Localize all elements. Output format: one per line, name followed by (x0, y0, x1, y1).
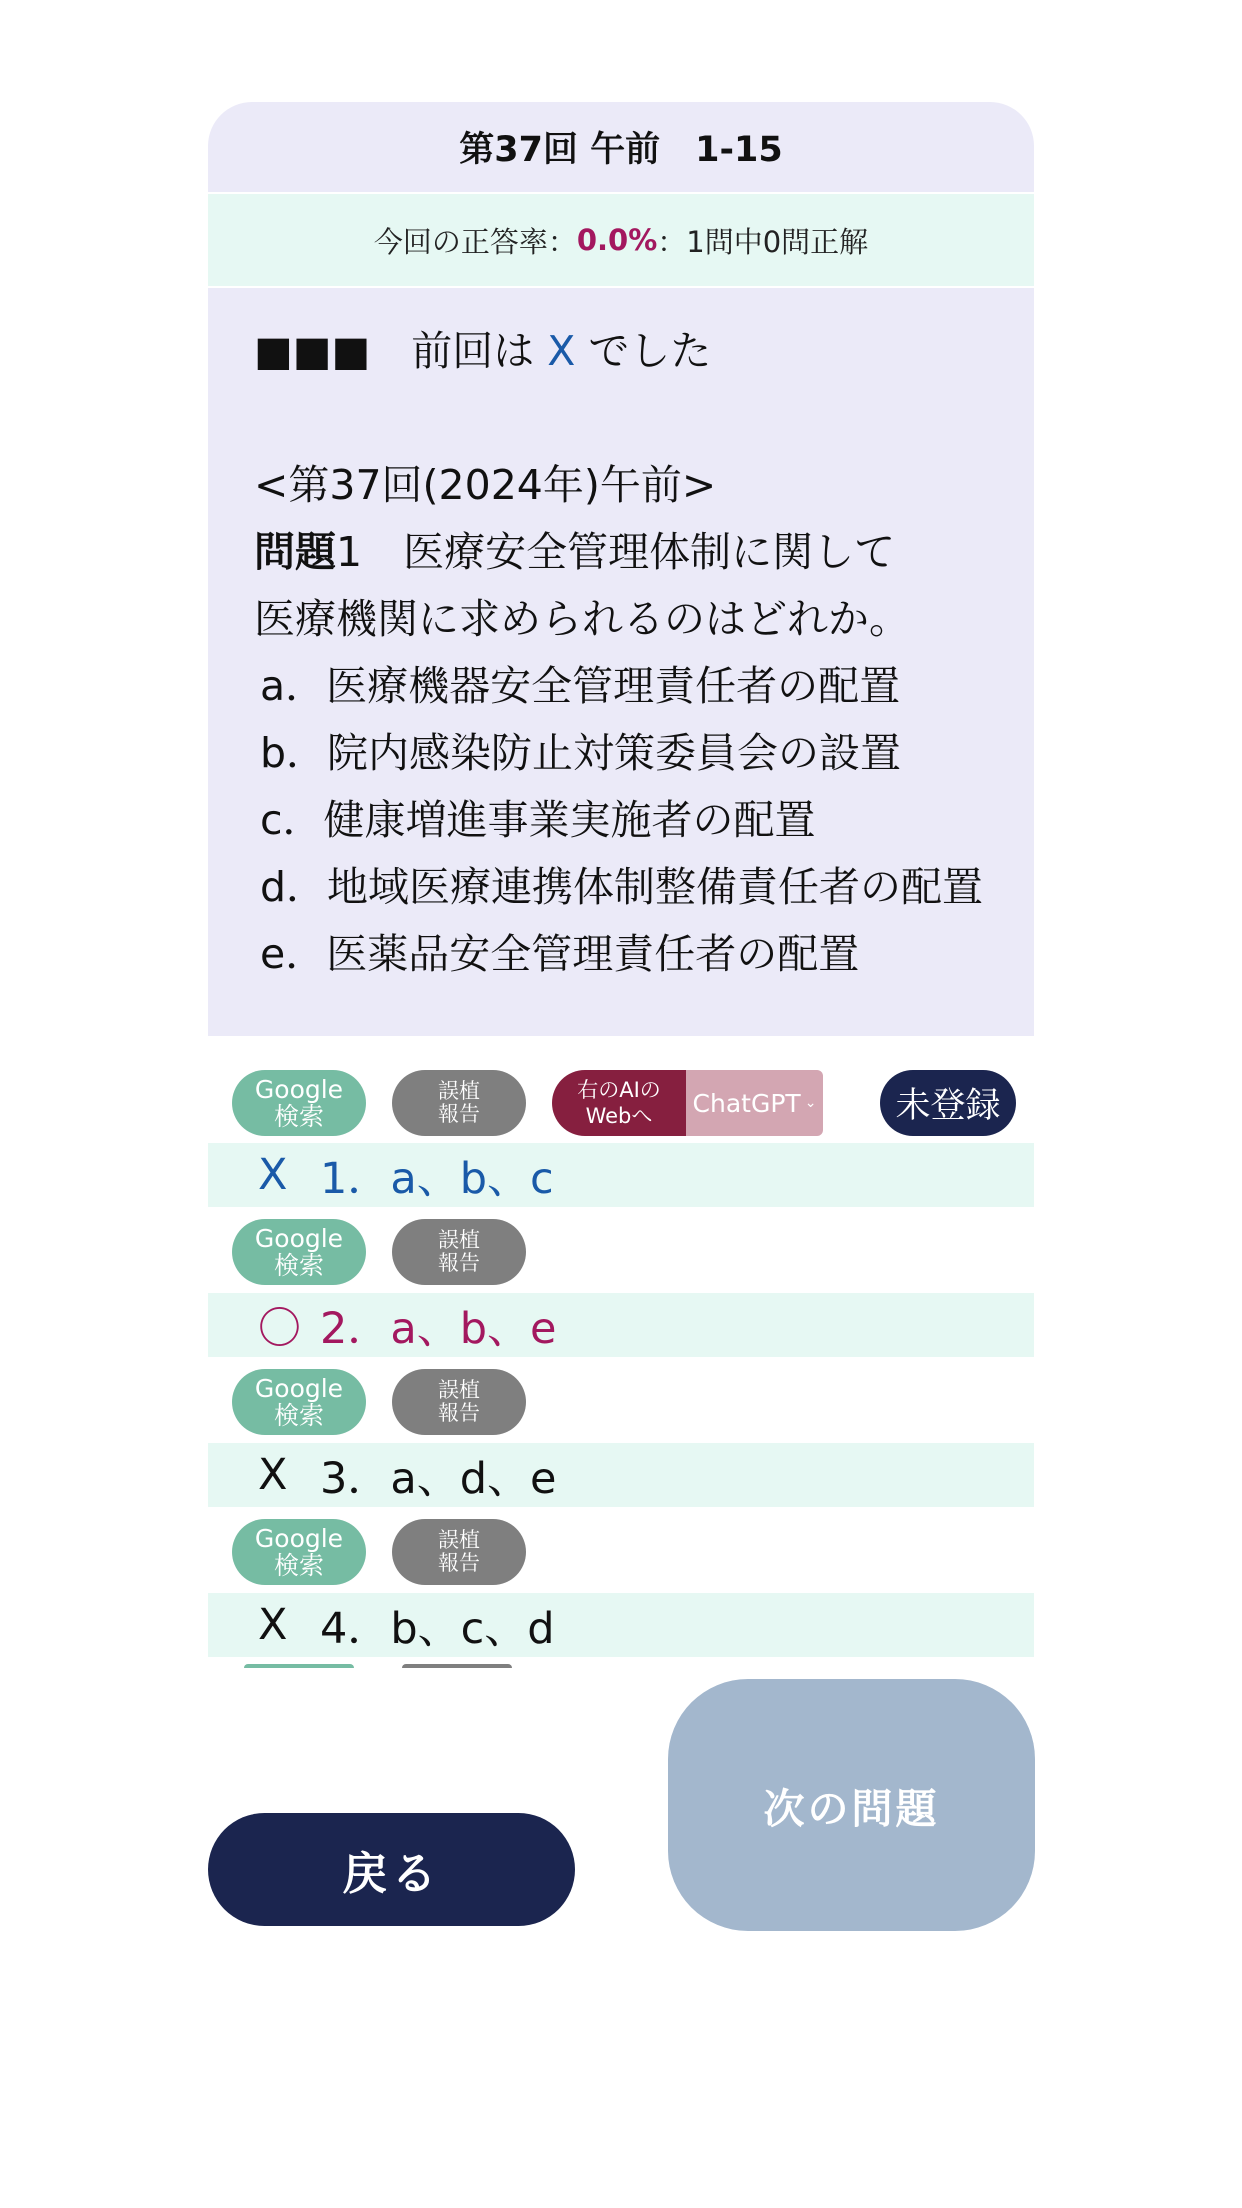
google-search-label: Google (254, 1524, 344, 1553)
option-a: a．医療機器安全管理責任者の配置 (260, 662, 901, 710)
exam-title: 第37回 午前 1-15 (208, 102, 1034, 192)
choice-1[interactable] (208, 1143, 1034, 1207)
question-number-label: 問題 (254, 528, 336, 576)
typo-report-button[interactable] (392, 1219, 526, 1285)
typo-report-label2: 報告 (438, 1551, 480, 1575)
accuracy-prefix: 今回の正答率： (373, 224, 577, 259)
google-search-button-edge[interactable] (244, 1664, 354, 1668)
typo-report-label: 誤植 (438, 1079, 480, 1104)
next-question-button[interactable]: 次の問題 (668, 1679, 1035, 1931)
typo-report-label2: 報告 (438, 1401, 480, 1425)
choice-2[interactable] (208, 1293, 1034, 1357)
typo-report-label: 誤植 (438, 1228, 480, 1253)
google-search-button[interactable] (232, 1519, 366, 1585)
previous-result-squares: ■■■ (254, 327, 371, 375)
google-search-button[interactable] (232, 1219, 366, 1285)
google-search-label2: 検索 (273, 1401, 324, 1430)
typo-report-label2: 報告 (438, 1251, 480, 1275)
question-text-line2: 医療機関に求められるのはどれか。 (254, 595, 910, 643)
choice-label: 1．a、b、c (320, 1153, 554, 1204)
typo-report-button[interactable] (392, 1070, 526, 1136)
option-b: b．院内感染防止対策委員会の設置 (260, 729, 902, 777)
ai-select-value: ChatGPT (692, 1088, 801, 1118)
google-search-label: Google (254, 1374, 344, 1403)
typo-report-label: 誤植 (438, 1378, 480, 1403)
option-d: d．地域医療連携体制整備責任者の配置 (260, 863, 984, 911)
question-card (208, 102, 1034, 1036)
accuracy-suffix: ：1問中0問正解 (657, 224, 869, 259)
choice-1-tools (232, 1219, 526, 1285)
typo-report-label2: 報告 (438, 1102, 480, 1126)
ai-web-button[interactable] (552, 1070, 686, 1136)
choice-4-tools-clipped (232, 1664, 512, 1668)
google-search-label: Google (254, 1224, 344, 1253)
ai-web-label2: Webへ (585, 1104, 653, 1128)
typo-report-button[interactable] (392, 1369, 526, 1435)
accuracy-bar (208, 194, 1034, 286)
choice-label: 4．b、c、d (320, 1603, 555, 1654)
google-search-button[interactable] (232, 1070, 366, 1136)
choice-4[interactable] (208, 1593, 1034, 1657)
correct-mark-icon: 〇 (258, 1303, 301, 1354)
question-body (208, 288, 1034, 1036)
option-c: c．健康増進事業実施者の配置 (260, 796, 816, 844)
unregistered-button[interactable]: 未登録 (880, 1070, 1016, 1136)
wrong-mark-icon: X (258, 1150, 288, 1200)
choice-3[interactable] (208, 1443, 1034, 1507)
question-source: <第37回(2024年)午前> (254, 461, 717, 509)
previous-result-text: 前回は (370, 327, 548, 375)
google-search-label2: 検索 (273, 1251, 324, 1280)
question-tools (232, 1070, 823, 1136)
typo-report-label: 誤植 (438, 1528, 480, 1553)
ai-select[interactable] (686, 1070, 823, 1136)
choice-label: 3．a、d、e (320, 1453, 557, 1504)
ai-web-label: 右のAIの (577, 1077, 661, 1102)
wrong-mark-icon: X (258, 1450, 288, 1500)
ai-web-control (552, 1070, 823, 1136)
google-search-button[interactable] (232, 1369, 366, 1435)
previous-result-mark: X (547, 327, 576, 375)
previous-result-suffix: でした (575, 327, 712, 375)
google-search-label2: 検索 (273, 1551, 324, 1580)
choice-2-tools (232, 1369, 526, 1435)
google-search-label: Google (254, 1075, 344, 1104)
question-text (254, 519, 998, 586)
wrong-mark-icon: X (258, 1600, 288, 1650)
accuracy-percent: 0.0% (576, 223, 658, 257)
typo-report-button-edge[interactable] (402, 1664, 512, 1668)
choice-3-tools (232, 1519, 526, 1585)
choice-label: 2．a、b、e (320, 1303, 557, 1354)
google-search-label2: 検索 (273, 1102, 324, 1131)
option-e: e．医薬品安全管理責任者の配置 (260, 930, 860, 978)
question-number: 1 (336, 528, 363, 576)
previous-result (254, 318, 998, 385)
chevron-down-icon: ⌄ (804, 1095, 817, 1111)
back-button[interactable]: 戻る (208, 1813, 575, 1926)
typo-report-button[interactable] (392, 1519, 526, 1585)
question-text-line1: 医療安全管理体制に関して (362, 528, 896, 576)
